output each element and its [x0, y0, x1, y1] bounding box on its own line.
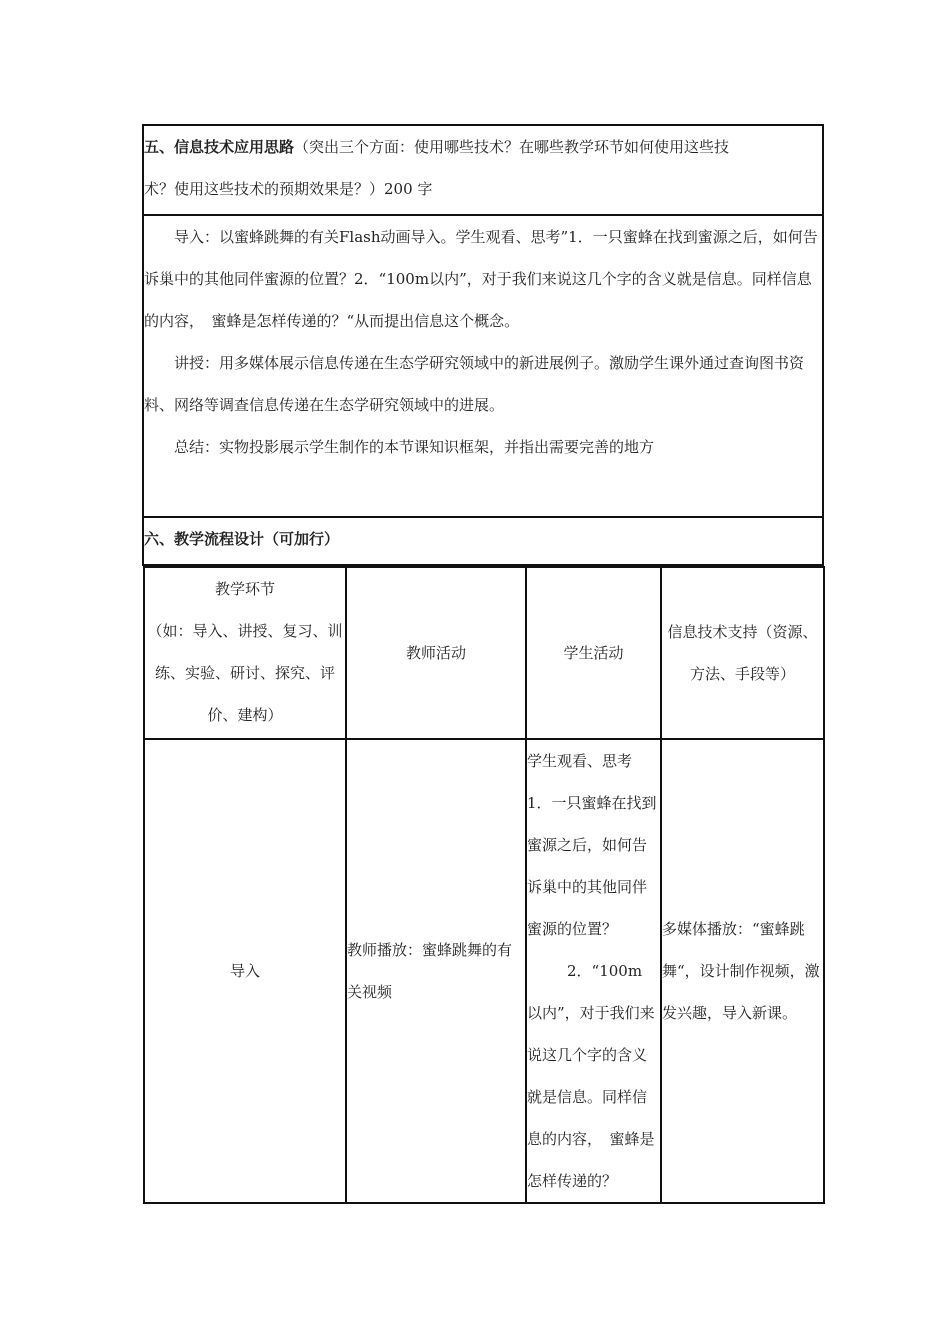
stage-cell: 导入 [144, 739, 346, 1203]
flow-table [143, 566, 825, 1204]
section5-note-line2: 术？使用这些技术的预期效果是？）200 字 [144, 180, 433, 198]
tech-support-cell: 多媒体播放：“蜜蜂跳舞“，设计制作视频，激发兴趣，导入新课。 [661, 739, 824, 1203]
header-stage [144, 567, 346, 739]
section6-title-cell [143, 517, 823, 565]
section5-content-cell [143, 215, 823, 517]
section5-note-line1: （突出三个方面：使用哪些技术？在哪些教学环节如何使用这些技 [294, 138, 730, 156]
header-stage-title: 教学环节 [214, 580, 275, 598]
section5-title-cell [143, 125, 823, 215]
student-line-3: 2．“100m [567, 962, 643, 980]
lesson-plan-table [142, 124, 824, 1204]
student-line-2: 1．一只蜜蜂在找到蜜源之后，如何告诉巢中的其他同伴蜜源的位置？ [527, 794, 657, 938]
paragraph-lecture: 讲授：用多媒体展示信息传递在生态学研究领域中的新进展例子。激励学生课外通过查询图书资料、网络等调查信息传递在生态学研究领域中的进展。 [144, 354, 805, 414]
header-student: 学生活动 [526, 567, 661, 739]
paragraph-intro: 导入：以蜜蜂跳舞的有关Flash动画导入。学生观看、思考”1．一只蜜蜂在找到蜜源之后，如何告诉巢中的其他同伴蜜源的位置？2．“100m以内”，对于我们来说这几个字的含义就是信息。同样信息的内容， 蜜蜂是怎样传递的？“从而提出信息这个概念。 [144, 228, 818, 330]
student-line-4: 以内”，对于我们来说这几个字的含义就是信息。同样信息的内容， 蜜蜂是怎样传递的？ [527, 1004, 655, 1190]
paragraph-summary: 总结：实物投影展示学生制作的本节课知识框架，并指出需要完善的地方 [174, 438, 655, 456]
header-stage-examples: （如：导入、讲授、复习、训练、实验、研讨、探究、评价、建构） [147, 622, 343, 724]
header-teacher: 教师活动 [346, 567, 526, 739]
section5-title: 五、信息技术应用思路 [144, 138, 295, 156]
teacher-activity-cell: 教师播放：蜜蜂跳舞的有关视频 [346, 739, 526, 1203]
section6-title: 六、教学流程设计（可加行） [144, 530, 340, 548]
header-tech: 信息技术支持（资源、方法、手段等） [661, 567, 824, 739]
student-line-1: 学生观看、思考 [527, 752, 633, 770]
student-activity-cell [526, 739, 661, 1203]
flow-table-container [143, 565, 823, 1204]
